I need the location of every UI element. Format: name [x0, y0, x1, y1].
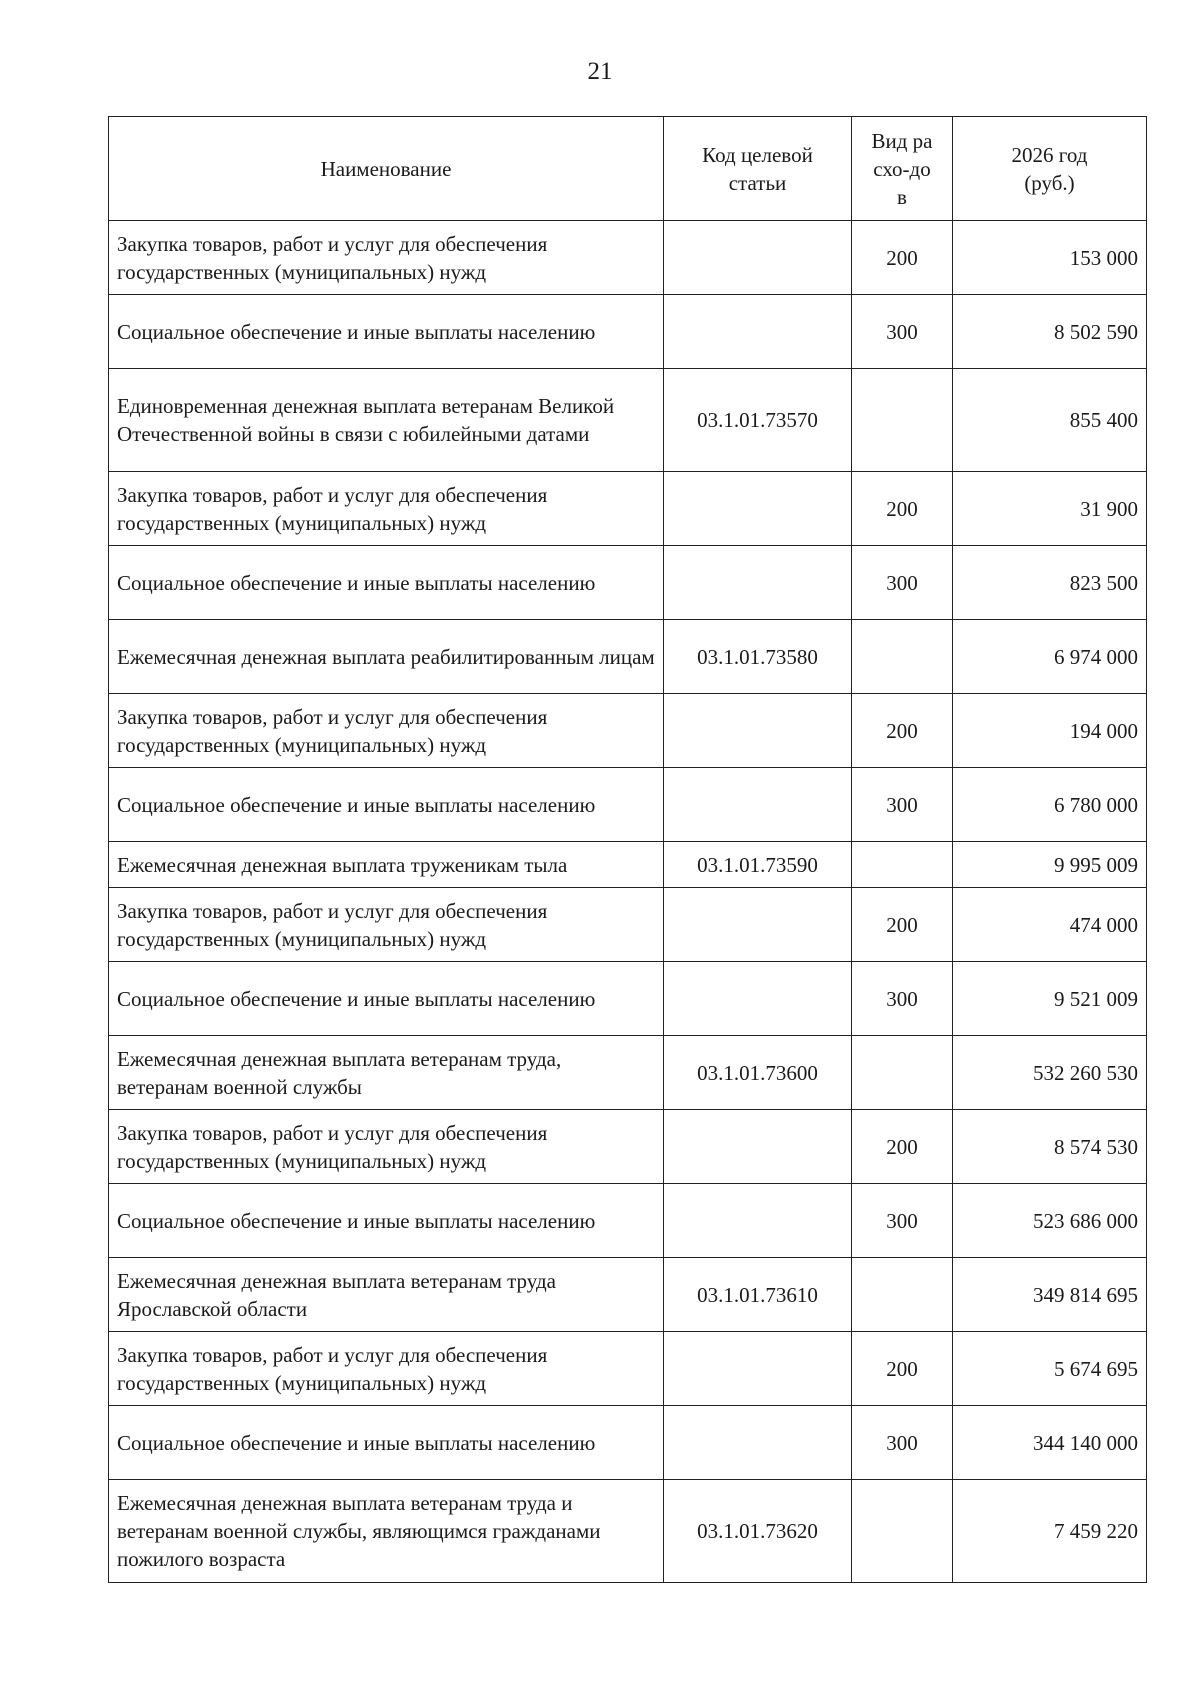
cell-code — [664, 1184, 852, 1258]
cell-name: Закупка товаров, работ и услуг для обеспечения государственных (муниципальных) нужд — [109, 694, 664, 768]
cell-amount: 7 459 220 — [953, 1480, 1147, 1583]
cell-kind — [852, 620, 953, 694]
cell-name: Социальное обеспечение и иные выплаты населению — [109, 1184, 664, 1258]
cell-name: Закупка товаров, работ и услуг для обеспечения государственных (муниципальных) нужд — [109, 221, 664, 295]
table-row — [109, 1480, 1147, 1583]
cell-name: Социальное обеспечение и иные выплаты населению — [109, 546, 664, 620]
cell-code — [664, 472, 852, 546]
table-header-row — [109, 117, 1147, 221]
cell-code: 03.1.01.73570 — [664, 369, 852, 472]
cell-code — [664, 888, 852, 962]
cell-amount: 8 502 590 — [953, 295, 1147, 369]
cell-kind — [852, 1258, 953, 1332]
table-row — [109, 546, 1147, 620]
table-row — [109, 768, 1147, 842]
cell-code — [664, 546, 852, 620]
cell-kind: 200 — [852, 1110, 953, 1184]
cell-amount: 8 574 530 — [953, 1110, 1147, 1184]
cell-amount: 194 000 — [953, 694, 1147, 768]
cell-name: Социальное обеспечение и иные выплаты населению — [109, 295, 664, 369]
cell-code — [664, 1110, 852, 1184]
cell-kind: 300 — [852, 768, 953, 842]
cell-kind — [852, 1036, 953, 1110]
header-kind: Вид расхо-дов — [852, 117, 953, 221]
cell-kind: 300 — [852, 962, 953, 1036]
cell-code — [664, 295, 852, 369]
cell-kind: 300 — [852, 1406, 953, 1480]
cell-code — [664, 1332, 852, 1406]
cell-amount: 31 900 — [953, 472, 1147, 546]
table-row — [109, 369, 1147, 472]
budget-table — [108, 116, 1147, 1583]
table-row — [109, 888, 1147, 962]
table-row — [109, 962, 1147, 1036]
header-code: Код целевой статьи — [664, 117, 852, 221]
table-row — [109, 1258, 1147, 1332]
cell-amount: 6 780 000 — [953, 768, 1147, 842]
cell-kind — [852, 842, 953, 888]
cell-name: Ежемесячная денежная выплата ветеранам труда Ярославской области — [109, 1258, 664, 1332]
cell-name: Социальное обеспечение и иные выплаты населению — [109, 962, 664, 1036]
cell-amount: 823 500 — [953, 546, 1147, 620]
table-body — [109, 221, 1147, 1583]
table-row — [109, 1036, 1147, 1110]
cell-code — [664, 694, 852, 768]
cell-name: Ежемесячная денежная выплата ветеранам труда и ветеранам военной службы, являющимся гражданами пожилого возраста — [109, 1480, 664, 1583]
cell-name: Ежемесячная денежная выплата ветеранам труда, ветеранам военной службы — [109, 1036, 664, 1110]
table-row — [109, 1332, 1147, 1406]
table-row — [109, 1110, 1147, 1184]
cell-amount: 344 140 000 — [953, 1406, 1147, 1480]
cell-code: 03.1.01.73610 — [664, 1258, 852, 1332]
cell-code: 03.1.01.73590 — [664, 842, 852, 888]
cell-name: Социальное обеспечение и иные выплаты населению — [109, 1406, 664, 1480]
cell-kind: 200 — [852, 221, 953, 295]
cell-name: Закупка товаров, работ и услуг для обеспечения государственных (муниципальных) нужд — [109, 472, 664, 546]
cell-amount: 349 814 695 — [953, 1258, 1147, 1332]
cell-code — [664, 221, 852, 295]
table-row — [109, 1406, 1147, 1480]
cell-kind: 300 — [852, 295, 953, 369]
cell-code: 03.1.01.73620 — [664, 1480, 852, 1583]
table-row — [109, 1184, 1147, 1258]
cell-kind: 200 — [852, 1332, 953, 1406]
cell-amount: 9 995 009 — [953, 842, 1147, 888]
cell-name: Единовременная денежная выплата ветеранам Великой Отечественной войны в связи с юбилейными датами — [109, 369, 664, 472]
cell-code: 03.1.01.73580 — [664, 620, 852, 694]
header-amount: 2026 год (руб.) — [953, 117, 1147, 221]
cell-name: Закупка товаров, работ и услуг для обеспечения государственных (муниципальных) нужд — [109, 1110, 664, 1184]
cell-kind — [852, 1480, 953, 1583]
cell-amount: 5 674 695 — [953, 1332, 1147, 1406]
cell-amount: 474 000 — [953, 888, 1147, 962]
table-row — [109, 221, 1147, 295]
cell-kind: 300 — [852, 546, 953, 620]
cell-name: Ежемесячная денежная выплата реабилитированным лицам — [109, 620, 664, 694]
cell-kind: 200 — [852, 694, 953, 768]
cell-kind — [852, 369, 953, 472]
cell-amount: 532 260 530 — [953, 1036, 1147, 1110]
cell-amount: 9 521 009 — [953, 962, 1147, 1036]
cell-amount: 6 974 000 — [953, 620, 1147, 694]
cell-code: 03.1.01.73600 — [664, 1036, 852, 1110]
cell-kind: 200 — [852, 472, 953, 546]
header-name: Наименование — [109, 117, 664, 221]
cell-name: Ежемесячная денежная выплата труженикам тыла — [109, 842, 664, 888]
cell-name: Закупка товаров, работ и услуг для обеспечения государственных (муниципальных) нужд — [109, 888, 664, 962]
table-row — [109, 842, 1147, 888]
cell-name: Социальное обеспечение и иные выплаты населению — [109, 768, 664, 842]
cell-kind: 300 — [852, 1184, 953, 1258]
cell-amount: 855 400 — [953, 369, 1147, 472]
table-row — [109, 472, 1147, 546]
table-row — [109, 295, 1147, 369]
cell-amount: 523 686 000 — [953, 1184, 1147, 1258]
cell-kind: 200 — [852, 888, 953, 962]
table-row — [109, 694, 1147, 768]
table-row — [109, 620, 1147, 694]
cell-code — [664, 962, 852, 1036]
page-number: 21 — [587, 58, 613, 85]
cell-name: Закупка товаров, работ и услуг для обеспечения государственных (муниципальных) нужд — [109, 1332, 664, 1406]
cell-code — [664, 1406, 852, 1480]
cell-code — [664, 768, 852, 842]
cell-amount: 153 000 — [953, 221, 1147, 295]
